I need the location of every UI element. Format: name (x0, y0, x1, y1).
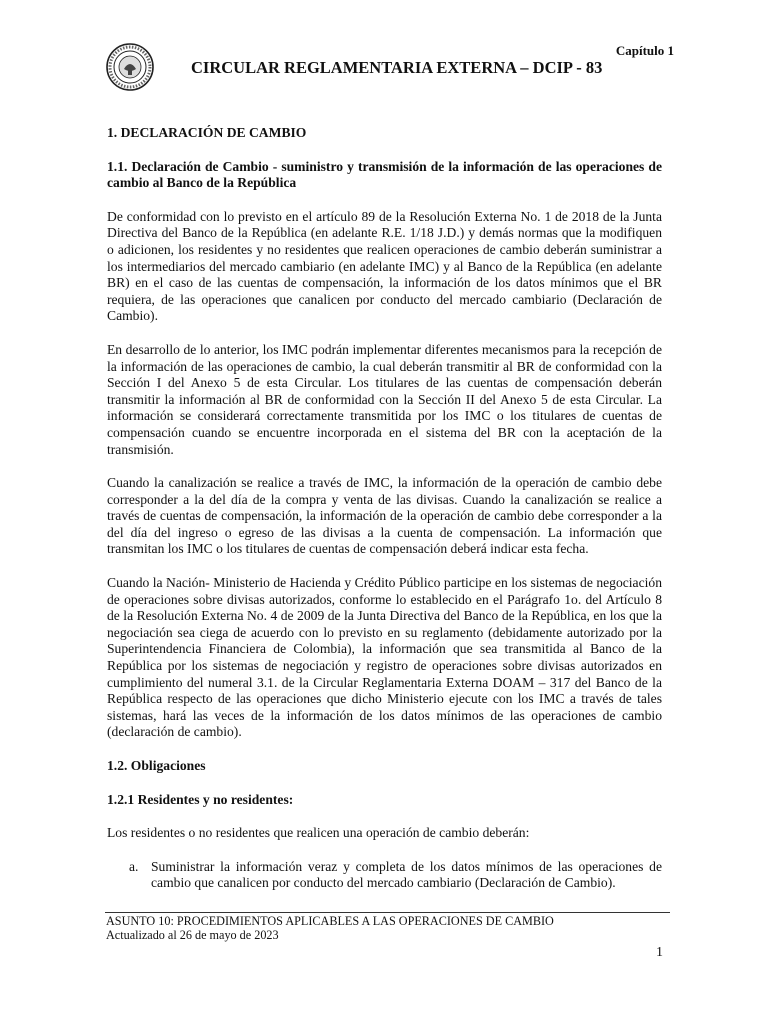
document-body (107, 125, 662, 892)
footer (106, 914, 554, 942)
paragraph-4: Cuando la Nación- Ministerio de Hacienda y Crédito Público participe en los sistemas de negociación de operaciones sobre divisas autorizados, conforme lo establecido en el Parágrafo 1o. del Artículo 8 de la Resolución Externa No. 4 de 2009 de la Junta Directiva del Banco de la República, en los que la negociación sea ciega de acuerdo con lo previsto en su reglamento (debidamente autorizado por la Superintendencia Financiera de Colombia), la información que sea transmitida al Banco de la República por los sistemas de negociación y registro de operaciones sobre divisas autorizados en cumplimiento del numeral 3.1. de la Circular Reglamentaria Externa DOAM – 317 del Banco de la República respecto de las operaciones que dicho Ministerio ejecute con los IMC a través de tales sistemas, hará las veces de la información de los datos mínimos de las operaciones de cambio (declaración de cambio). (107, 575, 662, 740)
paragraph-1: De conformidad con lo previsto en el artículo 89 de la Resolución Externa No. 1 de 2018 de la Junta Directiva del Banco de la República (en adelante R.E. 1/18 J.D.) y demás normas que la modifiquen o adicionen, los residentes y no residentes que realicen operaciones de cambio deberán suministrar a los intermediarios del mercado cambiario (en adelante IMC) y al Banco de la República (en adelante BR) en el caso de las cuentas de compensación, la información de los datos mínimos que el BR requiera, de las operaciones que canalicen por conducto del mercado cambiario (Declaración de Cambio). (107, 208, 662, 324)
section-1-2-heading: 1.2. Obligaciones (107, 758, 206, 773)
footer-updated-date: Actualizado al 26 de mayo de 2023 (106, 928, 279, 942)
list-item (129, 859, 662, 892)
chapter-label: Capítulo 1 (615, 43, 674, 58)
page-number: 1 (656, 945, 663, 960)
intro-sentence: Los residentes o no residentes que realicen una operación de cambio deberán: (107, 825, 530, 841)
section-1-1-heading: 1.1. Declaración de Cambio - suministro y transmisión de la información de las operaciones de cambio al Banco de la República (107, 158, 662, 191)
list-marker: a. (129, 858, 139, 874)
document-title: CIRCULAR REGLAMENTARIA EXTERNA – DCIP - 83 (191, 58, 603, 77)
list-item-text: Suministrar la información veraz y completa de los datos mínimos de las operaciones de cambio que canalicen por conducto del mercado cambiario (Declaración de Cambio). (151, 858, 662, 891)
banco-de-la-republica-seal-icon (105, 42, 155, 92)
footer-divider (105, 912, 670, 913)
footer-subject: ASUNTO 10: PROCEDIMIENTOS APLICABLES A LAS OPERACIONES DE CAMBIO (106, 914, 554, 928)
section-1-heading: 1. DECLARACIÓN DE CAMBIO (107, 125, 307, 140)
paragraph-3: Cuando la canalización se realice a través de IMC, la información de la operación de cambio debe corresponder a la del día de la compra y venta de las divisas. Cuando la canalización se realice a través de cuentas de compensación, la información de la operación de cambio debe corresponder a la del día del ingreso o egreso de las divisas a la cuenta de compensación. La información que transmitan los IMC o los titulares de cuentas de compensación deberá indicar esta fecha. (107, 475, 662, 557)
paragraph-2: En desarrollo de lo anterior, los IMC podrán implementar diferentes mecanismos para la recepción de la información de las operaciones de cambio, la cual deberán transmitir al BR de conformidad con la Sección I del Anexo 5 de esta Circular. Los titulares de las cuentas de compensación deberán transmitir la información al BR de conformidad con la Sección II del Anexo 5 de esta Circular. La información se considerará correctamente transmitida por los IMC o los titulares de cuentas de compensación cuando se encuentre incorporada en el sistema del BR con la aceptación de la transmisión. (107, 341, 662, 457)
section-1-2-1-heading: 1.2.1 Residentes y no residentes: (107, 791, 294, 807)
